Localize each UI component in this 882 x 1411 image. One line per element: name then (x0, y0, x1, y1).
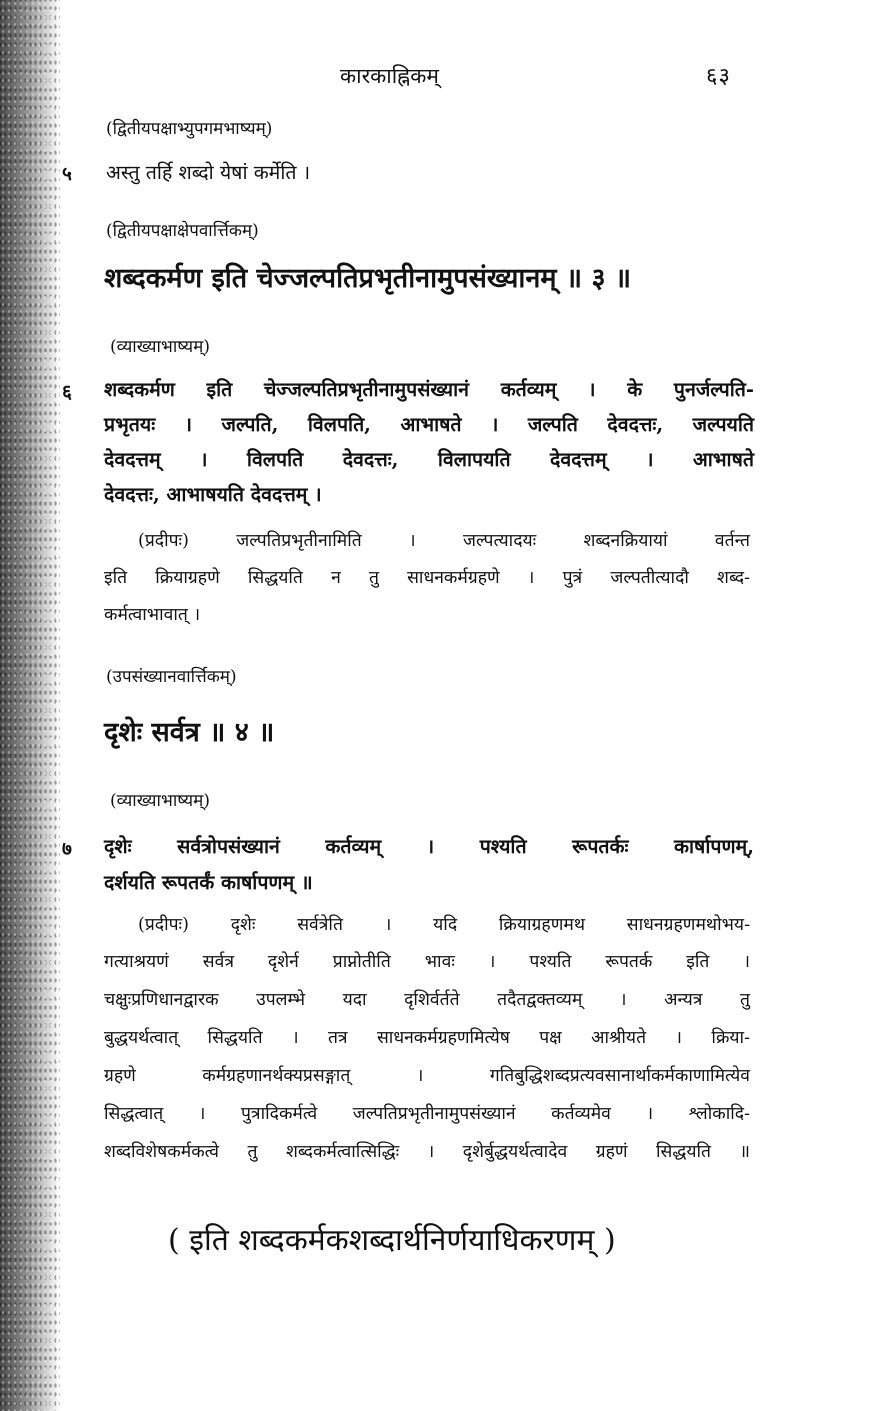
section-label: (उपसंख्यानवार्त्तिकम्) (106, 667, 237, 687)
varttika-text: दृशेः सर्वत्र ॥ ४ ॥ (104, 717, 275, 748)
section-label: (द्वितीयपक्षाक्षेपवार्त्तिकम्) (106, 221, 259, 241)
pradipa-line: (प्रदीपः) जल्पतिप्रभृतीनामिति । जल्पत्यादयः शब्दनक्रियायां वर्तन्त (138, 531, 750, 551)
paragraph-number: ७ (62, 838, 72, 860)
section-label: (व्याख्याभाष्यम्) (110, 337, 210, 357)
paragraph-number: ५ (62, 163, 72, 185)
pradipa-line: ग्रहणे कर्मग्रहणानर्थक्यप्रसङ्गात् । गतिबुद्धिशब्दप्रत्यवसानार्थाकर्मकाणामित्येव (104, 1066, 750, 1086)
bhashya-line: अस्तु तर्हि शब्दो येषां कर्मेति । (106, 161, 311, 184)
section-label: (व्याख्याभाष्यम्) (110, 791, 210, 811)
bhashya-line: देवदत्तः, आभाषयति देवदत्तम् । (104, 483, 322, 506)
adhikarana-closing: ( इति शब्दकर्मकशब्दार्थनिर्णयाधिकरणम् ) (168, 1223, 616, 1258)
bhashya-line: दृशेः सर्वत्रोपसंख्यानं कर्तव्यम् । पश्यति रूपतर्कः कार्षापणम्, (104, 835, 754, 858)
pradipa-line: सिद्धत्वात् । पुत्रादिकर्मत्वे जल्पतिप्रभृतीनामुपसंख्यानं कर्तव्यमेव । श्लोकादि- (104, 1104, 750, 1124)
pradipa-line: (प्रदीपः) दृशेः सर्वत्रेति । यदि क्रियाग्रहणमथ साधनग्रहणमथोभय- (138, 915, 750, 935)
page-number: ६३ (706, 64, 731, 89)
pradipa-line: चक्षुःप्रणिधानद्वारक उपलम्भे यदा दृशिर्वर्तते तदैतद्वक्तव्यम् । अन्यत्र तु (104, 990, 750, 1010)
pradipa-line: बुद्धयर्थत्वात् सिद्धयति । तत्र साधनकर्मग्रहणमित्येष पक्ष आश्रीयते । क्रिया- (104, 1028, 750, 1048)
paragraph-number: ६ (62, 381, 72, 403)
bhashya-line: प्रभृतयः । जल्पति, विलपति, आभाषते । जल्पति देवदत्तः, जल्पयति (104, 413, 754, 436)
section-label: (द्वितीयपक्षाभ्युपगमभाष्यम्) (106, 119, 273, 139)
bhashya-line: दर्शयति रूपतर्कं कार्षापणम् ॥ (104, 871, 313, 894)
pradipa-line: शब्दविशेषकर्मकत्वे तु शब्दकर्मत्वात्सिद्धिः । दृशेर्बुद्धयर्थत्वादेव ग्रहणं सिद्धयति ॥ (104, 1142, 750, 1162)
bhashya-line: शब्दकर्मण इति चेज्जल्पतिप्रभृतीनामुपसंख्यानं कर्तव्यम् । के पुनर्जल्पति- (104, 378, 754, 401)
pradipa-line: कर्मत्वाभावात् । (104, 605, 201, 625)
pradipa-line: इति क्रियाग्रहणे सिद्धयति न तु साधनकर्मग्रहणे । पुत्रं जल्पतीत्यादौ शब्द- (104, 568, 750, 588)
bhashya-line: देवदत्तम् । विलपति देवदत्तः, विलापयति देवदत्तम् । आभाषते (104, 448, 754, 471)
scan-noise (0, 0, 60, 1411)
varttika-text: शब्दकर्मण इति चेज्जल्पतिप्रभृतीनामुपसंख्यानम् ॥ ३ ॥ (104, 263, 632, 294)
pradipa-line: गत्याश्रयणं सर्वत्र दृशेर्न प्राप्नोतीति भावः । पश्यति रूपतर्क इति । (104, 952, 750, 972)
running-header-title: कारकाह्निकम् (340, 64, 439, 88)
